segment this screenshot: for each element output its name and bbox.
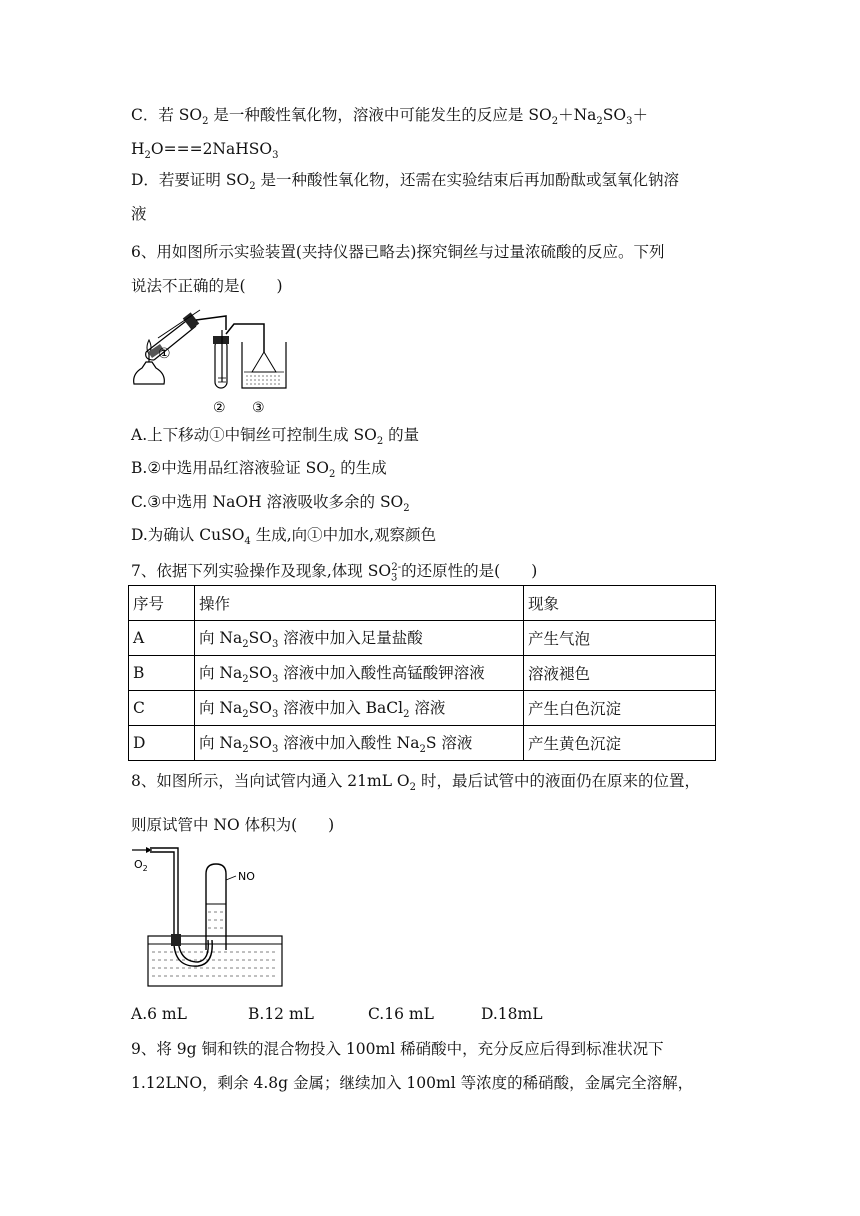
q8-stem-line2: 则原试管中 NO 体积为( ) (131, 816, 335, 834)
q8-option-c: C.16 mL (368, 1005, 434, 1023)
q6-option-d: D.为确认 CuSO$_4$ 生成,向①中加水,观察颜色 (131, 526, 437, 548)
row-operation: 向 $Na_2SO_3$ 溶液中加入酸性高锰酸钾溶液 (195, 656, 524, 691)
table-row (129, 656, 716, 691)
row-operation: 向 $Na_2SO_3$ 溶液中加入足量盐酸 (195, 621, 524, 656)
row-id: A (129, 621, 195, 656)
q6-apparatus-figure (128, 308, 288, 420)
q8-stem-line1: 8、如图所示，当向试管内通入 21mL $O_2$ 时，最后试管中的液面仍在原来的位置， (131, 772, 700, 794)
q8-apparatus-figure (128, 840, 288, 992)
table-row (129, 621, 716, 656)
q8-option-a: A.6 mL (131, 1005, 187, 1023)
fig-label-1: ① (158, 346, 171, 362)
table-row (129, 726, 716, 761)
fig-label-3: ③ (252, 400, 265, 416)
q7-stem: 7、依据下列实验操作及现象,体现 $SO_3^{2-}$的还原性的是( ) (131, 562, 538, 584)
q5-option-d-line2: 液 (131, 205, 147, 223)
row-phenomenon: 产生气泡 (524, 621, 716, 656)
q6-option-c: C.③中选用 NaOH 溶液吸收多余的 $SO_2$ (131, 493, 410, 515)
row-id: D (129, 726, 195, 761)
q6-stem-line1: 6、用如图所示实验装置(夹持仪器已略去)探究铜丝与过量浓硫酸的反应。下列 (131, 243, 665, 261)
q9-stem-line1: 9、将 9g 铜和铁的混合物投入 100ml 稀硝酸中，充分反应后得到标准状况下 (131, 1040, 664, 1058)
header-id: 序号 (129, 586, 195, 621)
row-phenomenon: 产生黄色沉淀 (524, 726, 716, 761)
q8-option-d: D.18mL (481, 1005, 543, 1023)
row-id: B (129, 656, 195, 691)
q8-option-b: B.12 mL (248, 1005, 314, 1023)
table-row (129, 691, 716, 726)
row-id: C (129, 691, 195, 726)
fig-no-label: NO (238, 870, 255, 883)
q6-stem-line2: 说法不正确的是( ) (131, 277, 283, 295)
row-operation: 向 $Na_2SO_3$ 溶液中加入 BaCl$_2$ 溶液 (195, 691, 524, 726)
q6-option-b: B.②中选用品红溶液验证 $SO_2$ 的生成 (131, 459, 387, 481)
q9-stem-line2: 1.12LNO，剩余 4.8g 金属；继续加入 100ml 等浓度的稀硝酸，金属完全溶解， (131, 1074, 694, 1092)
table-header-row (129, 586, 716, 621)
fig-label-2: ② (213, 400, 226, 416)
q5-option-d-line1: D．若要证明 $SO_2$ 是一种酸性氧化物，还需在实验结束后再加酚酞或氢氧化钠溶 (131, 171, 679, 193)
header-operation: 操作 (195, 586, 524, 621)
header-phenomenon: 现象 (524, 586, 716, 621)
q7-experiment-table (128, 585, 716, 761)
row-phenomenon: 溶液褪色 (524, 656, 716, 691)
fig-o2-label: $O_2$ (134, 858, 148, 873)
q5-option-c-line2: $H_2O===2NaHSO_3$ (131, 140, 279, 162)
q5-option-c-line1: C．若 $SO_2$ 是一种酸性氧化物，溶液中可能发生的反应是 $SO_2+Na_2SO_3+$ (131, 106, 648, 128)
row-operation: 向 $Na_2SO_3$ 溶液中加入酸性 $Na_2S$ 溶液 (195, 726, 524, 761)
q6-option-a: A.上下移动①中铜丝可控制生成 $SO_2$ 的量 (131, 426, 420, 448)
q8-options (131, 1005, 731, 1025)
row-phenomenon: 产生白色沉淀 (524, 691, 716, 726)
